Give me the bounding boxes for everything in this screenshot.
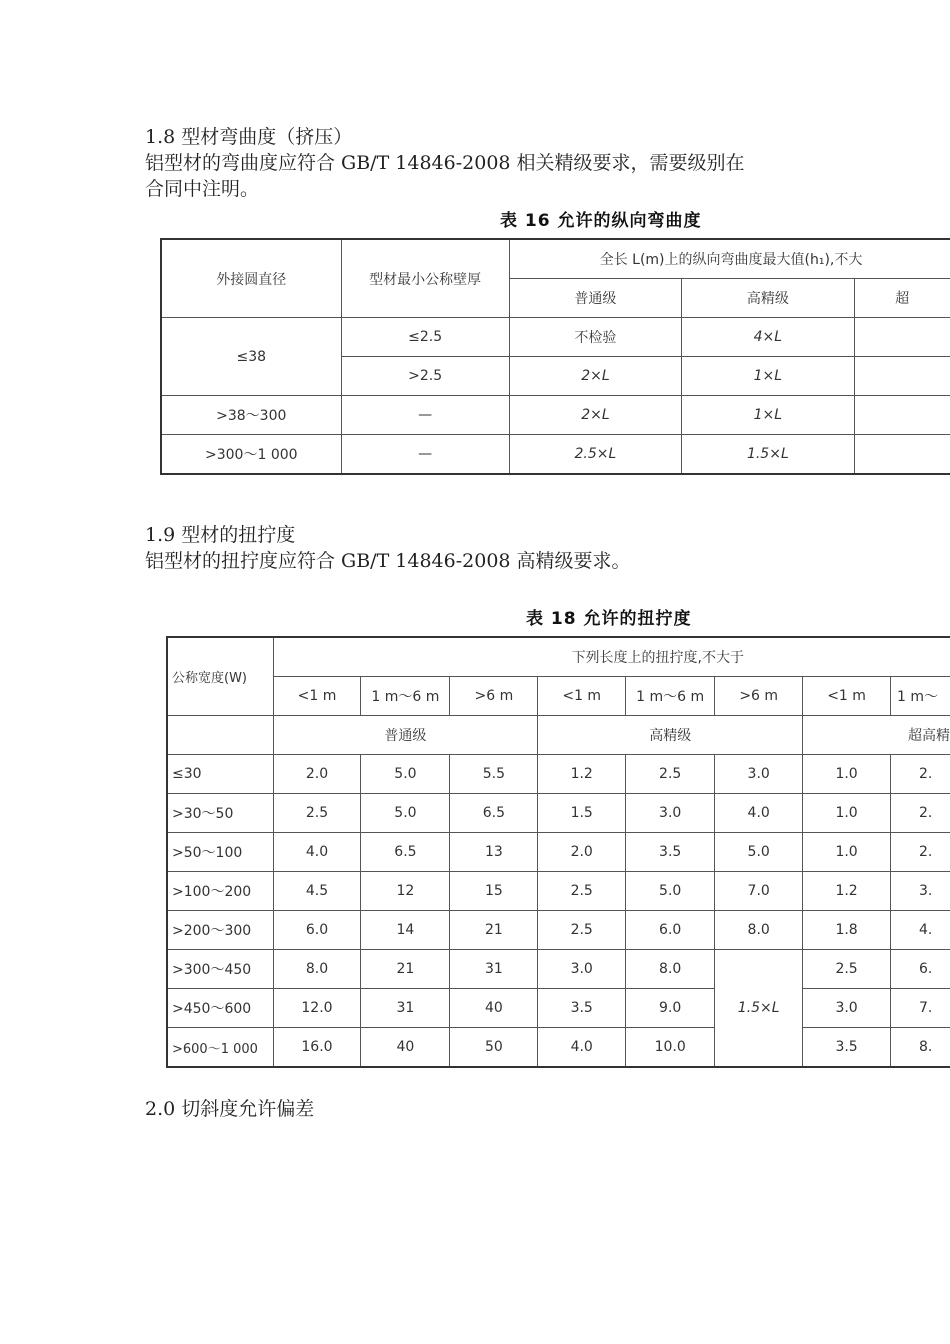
table18-cell: 8.0 (715, 911, 803, 950)
table18-cell: 3. (890, 872, 950, 911)
table-row (167, 872, 950, 911)
table16-cell-diameter: >300～1 000 (161, 435, 341, 475)
table18-cell: 16.0 (273, 1028, 361, 1068)
table16-cell-high: 1×L (682, 357, 854, 396)
table16-cell-ultra (854, 435, 950, 475)
table18-cell: 2. (890, 794, 950, 833)
table-row (161, 396, 950, 435)
table18-cell-width: >600～1 000 (167, 1028, 273, 1068)
table16-cell-normal: 2×L (509, 396, 681, 435)
table18-cell: 3.0 (626, 794, 715, 833)
table18-cell: 7. (890, 989, 950, 1028)
table18-cell: 2.5 (626, 755, 715, 794)
table18-cell: 14 (361, 911, 450, 950)
table18-cell: 12 (361, 872, 450, 911)
table18-cell: 4. (890, 911, 950, 950)
section-body-1-8-line2: 合同中注明。 (145, 178, 260, 200)
table18-cell: 6.5 (361, 833, 450, 872)
table18-header-width: 公称宽度(W) (167, 637, 273, 716)
table16-bending-tolerance (160, 238, 950, 475)
table-row (167, 833, 950, 872)
table18-cell: 8.0 (626, 950, 715, 989)
table18-cell: 1.5 (538, 794, 626, 833)
table-row (167, 794, 950, 833)
table18-cell: 5.0 (361, 794, 450, 833)
table18-cell: 2. (890, 755, 950, 794)
table16-cell-diameter: ≤38 (161, 318, 341, 396)
table18-cell: 6.5 (450, 794, 538, 833)
table16-cell-thickness: — (341, 396, 509, 435)
table18-cell: 5.5 (450, 755, 538, 794)
table18-header-group: 下列长度上的扭拧度,不大于 (273, 637, 950, 677)
table18-cell: 3.5 (803, 1028, 891, 1068)
table18-cell: 31 (361, 989, 450, 1028)
table18-cell: 3.5 (538, 989, 626, 1028)
table-row (167, 1028, 950, 1068)
table18-cell: 10.0 (626, 1028, 715, 1068)
table-row (167, 989, 950, 1028)
table18-cell: 5.0 (626, 872, 715, 911)
table18-header-length: 1 m～ (890, 677, 950, 716)
table16-header-ultra: 超 (854, 279, 950, 318)
table18-header-ultra: 超高精 (803, 716, 950, 755)
table18-header-length: 1 m～6 m (626, 677, 715, 716)
table18-cell: 2.5 (538, 911, 626, 950)
table18-cell-width: >450～600 (167, 989, 273, 1028)
table18-cell: 1.0 (803, 755, 891, 794)
table18-header-normal: 普通级 (273, 716, 538, 755)
table18-cell: 3.0 (803, 989, 891, 1028)
section-heading-1-8: 1.8 型材弯曲度（挤压） (145, 126, 353, 148)
table16-cell-high: 1.5×L (682, 435, 854, 475)
table18-cell: 1.2 (538, 755, 626, 794)
table18-cell: 2.5 (803, 950, 891, 989)
table18-cell: 15 (450, 872, 538, 911)
table18-cell: 2.0 (273, 755, 361, 794)
table16-cell-ultra (854, 318, 950, 357)
table18-cell: 3.5 (626, 833, 715, 872)
table18-cell: 4.0 (273, 833, 361, 872)
table18-header-length: >6 m (715, 677, 803, 716)
table16-cell-thickness: >2.5 (341, 357, 509, 396)
table18-cell: 21 (450, 911, 538, 950)
table18-cell: 6.0 (626, 911, 715, 950)
table18-cell: 6. (890, 950, 950, 989)
table18-header-length: 1 m～6 m (361, 677, 450, 716)
table16-cell-ultra (854, 357, 950, 396)
table16-cell-thickness: — (341, 435, 509, 475)
table16-header-normal: 普通级 (509, 279, 681, 318)
table18-cell: 3.0 (715, 755, 803, 794)
table18-cell-width: >300～450 (167, 950, 273, 989)
table18-cell: 21 (361, 950, 450, 989)
table18-cell: 8. (890, 1028, 950, 1068)
table18-cell-width: >100～200 (167, 872, 273, 911)
table18-cell: 1.0 (803, 794, 891, 833)
table18-cell: 4.0 (538, 1028, 626, 1068)
table18-cell: 8.0 (273, 950, 361, 989)
table18-cell: 6.0 (273, 911, 361, 950)
table16-cell-normal: 2×L (509, 357, 681, 396)
table-row (167, 755, 950, 794)
table18-cell-width: ≤30 (167, 755, 273, 794)
table18-cell: 3.0 (538, 950, 626, 989)
table18-cell: 5.0 (715, 833, 803, 872)
table18-cell: 9.0 (626, 989, 715, 1028)
table18-cell: 40 (450, 989, 538, 1028)
table18-cell: 1.2 (803, 872, 891, 911)
table18-caption: 表 18 允许的扭拧度 (526, 609, 692, 629)
table18-cell: 13 (450, 833, 538, 872)
table18-cell-merged: 1.5×L (715, 950, 803, 1068)
section-body-1-9: 铝型材的扭拧度应符合 GB/T 14846-2008 高精级要求。 (145, 550, 631, 572)
table16-cell-high: 1×L (682, 396, 854, 435)
section-body-1-8-line1: 铝型材的弯曲度应符合 GB/T 14846-2008 相关精级要求，需要级别在 (145, 152, 745, 174)
table-row (167, 950, 950, 989)
table18-cell: 7.0 (715, 872, 803, 911)
table16-header-high: 高精级 (682, 279, 854, 318)
table16-cell-high: 4×L (682, 318, 854, 357)
table-row (161, 435, 950, 475)
table-row (167, 911, 950, 950)
table18-cell: 2.5 (538, 872, 626, 911)
table18-cell: 2. (890, 833, 950, 872)
section-heading-1-9: 1.9 型材的扭拧度 (145, 524, 296, 546)
table16-cell-normal: 不检验 (509, 318, 681, 357)
table18-cell-width: >50～100 (167, 833, 273, 872)
table16-cell-ultra (854, 396, 950, 435)
table18-cell: 1.8 (803, 911, 891, 950)
table18-cell: 4.0 (715, 794, 803, 833)
table16-header-thickness: 型材最小公称壁厚 (341, 239, 509, 318)
table16-cell-diameter: >38～300 (161, 396, 341, 435)
table18-cell: 4.5 (273, 872, 361, 911)
table18-cell: 2.5 (273, 794, 361, 833)
table18-header-length: <1 m (273, 677, 361, 716)
table18-header-length: <1 m (803, 677, 891, 716)
section-heading-2-0: 2.0 切斜度允许偏差 (145, 1098, 315, 1120)
table18-cell: 50 (450, 1028, 538, 1068)
table18-cell-width: >200～300 (167, 911, 273, 950)
table-row (161, 318, 950, 357)
table18-cell: 5.0 (361, 755, 450, 794)
table16-header-diameter: 外接圆直径 (161, 239, 341, 318)
table18-twist-tolerance (166, 636, 950, 1068)
table16-cell-thickness: ≤2.5 (341, 318, 509, 357)
table16-header-group: 全长 L(m)上的纵向弯曲度最大值(h₁),不大 (509, 239, 950, 279)
table18-cell: 1.0 (803, 833, 891, 872)
table18-cell: 40 (361, 1028, 450, 1068)
table16-caption: 表 16 允许的纵向弯曲度 (500, 211, 702, 231)
table18-cell-width: >30～50 (167, 794, 273, 833)
table18-header-high: 高精级 (538, 716, 803, 755)
table18-cell: 31 (450, 950, 538, 989)
table18-cell: 2.0 (538, 833, 626, 872)
table16-cell-normal: 2.5×L (509, 435, 681, 475)
table18-cell: 12.0 (273, 989, 361, 1028)
table18-header-length: <1 m (538, 677, 626, 716)
table18-header-length: >6 m (450, 677, 538, 716)
